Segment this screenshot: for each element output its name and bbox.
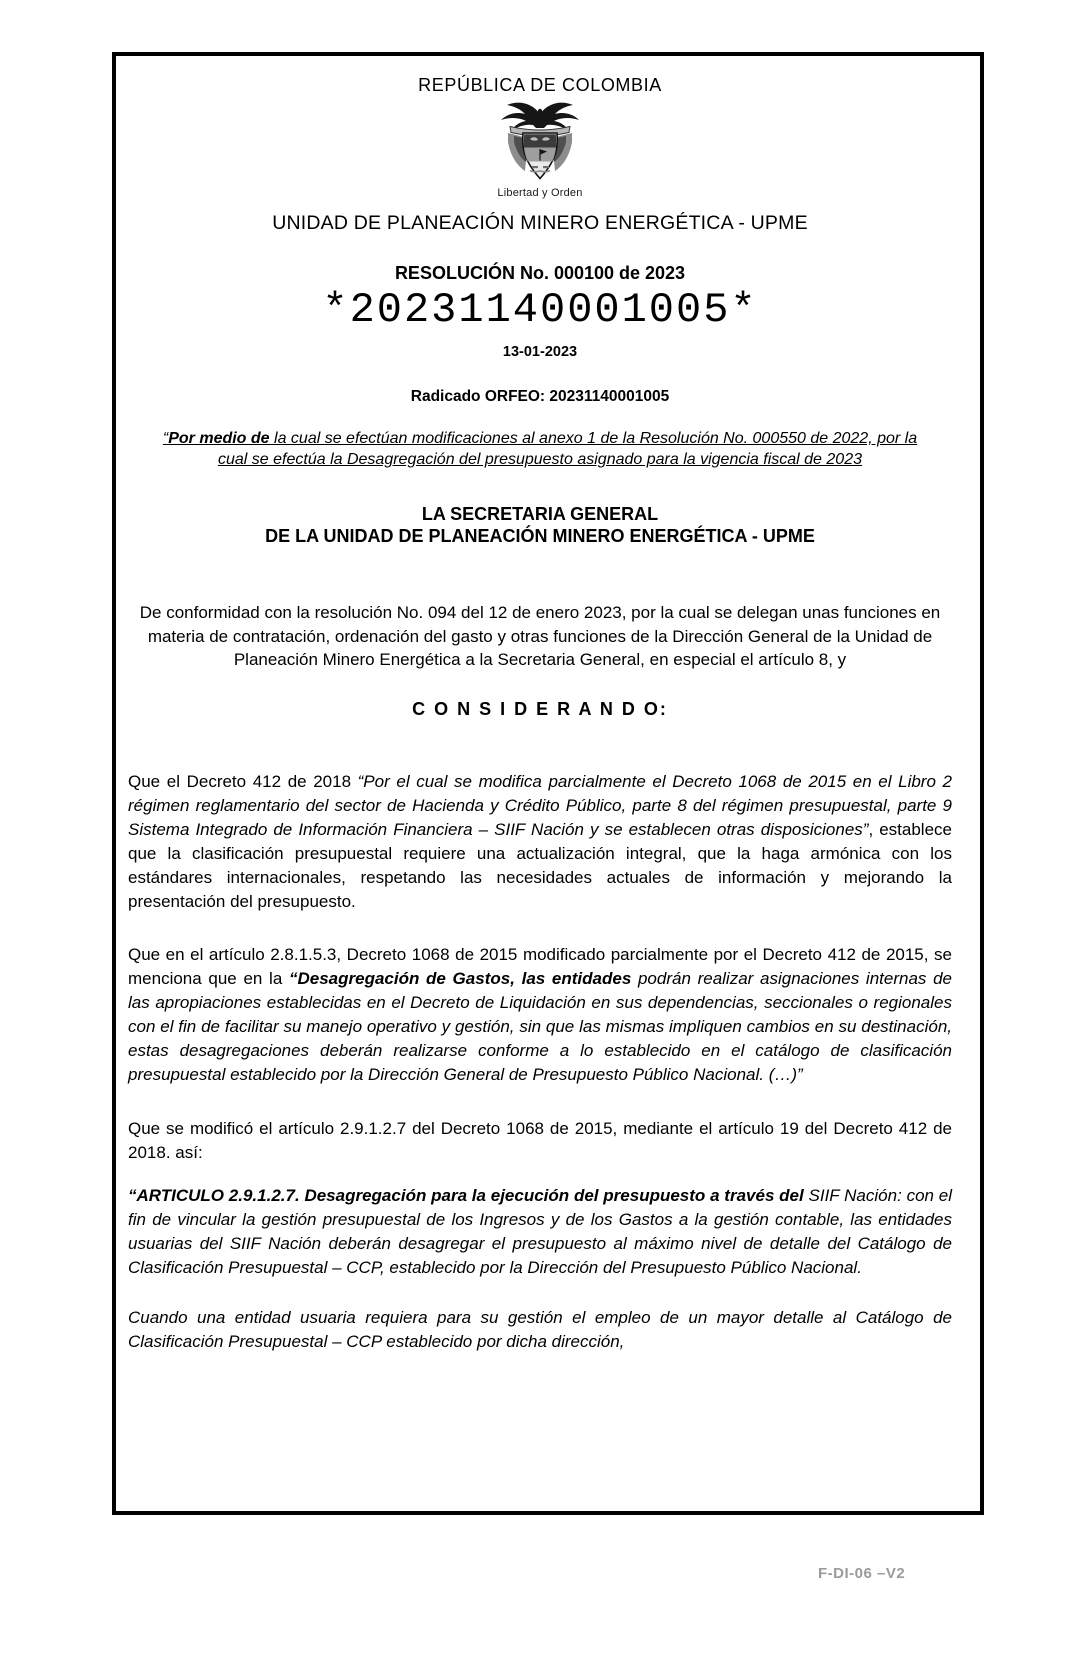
coat-of-arms-image (492, 99, 588, 183)
text-segment: “Por el cual se modifica parcialmente el Decreto 1068 de 2015 en el Libro 2 régimen reglamentario del sector de Hacienda y Crédito Público, parte 8 del régimen presupuestal, parte 9 Sistema Integrado de Información Financiera – SIIF Nación y se establecen otras disposiciones” (128, 771, 952, 839)
resolution-date: 13-01-2023 (502, 344, 578, 360)
text-segment: Que se modificó el artículo 2.9.1.2.7 del Decreto 1068 de 2015, mediante el artículo 19 del Decreto 412 de 2018. así: (128, 1118, 952, 1162)
republic-title: REPÚBLICA DE COLOMBIA (418, 75, 662, 95)
paragraph-articulo-29127-texto (128, 1184, 952, 1280)
resolution-title: RESOLUCIÓN No. 000100 de 2023 (394, 263, 686, 283)
radicado-barcode-number: *20231140001005* (322, 286, 758, 334)
coat-of-arms (128, 99, 952, 200)
preamble-paragraph: De conformidad con la resolución No. 094 del 12 de enero 2023, por la cual se delegan unas funciones en materia de contratación, ordenación del gasto y otras funciones de la Dirección General de la Unidad de Planeación Minero Energética a la Secretaria General, en especial el artículo 8, y (139, 603, 941, 669)
subject-quote (154, 428, 926, 470)
entity-title: UNIDAD DE PLANEACIÓN MINERO ENERGÉTICA - UPME (272, 212, 808, 234)
text-segment: , establece que la clasificación presupuestal requiere una actualización integral, que la haga armónica con los estándares internacionales, respetando las necesidades actuales de información y mejorando la presentación del presupuesto. (128, 819, 952, 911)
issuer-line-2: DE LA UNIDAD DE PLANEACIÓN MINERO ENERGÉTICA - UPME (265, 526, 815, 546)
text-segment: “Desagregación de Gastos, las entidades (288, 968, 632, 988)
text-segment: “ (162, 430, 169, 447)
text-segment: Que en el artículo 2.8.1.5.3, Decreto 1068 de 2015 modificado parcialmente por el Decreto 412 de 2015, se menciona que en la (128, 944, 952, 988)
text-segment: la cual se efectúan modificaciones al anexo 1 de la Resolución No. 000550 de 2022, por la cual se efectúa la Desagregación del presupuesto asignado para la vigencia fiscal de 2023 (218, 430, 918, 468)
footer-form-code: F-DI-06 –V2 (818, 1565, 906, 1582)
document-border-box (112, 52, 984, 1515)
paragraph-decreto-412-2018 (128, 770, 952, 914)
text-segment: Cuando una entidad usuaria requiera para su gestión el empleo de un mayor detalle al Catálogo de Clasificación Presupuestal – CCP establecido por dicha dirección, (128, 1307, 952, 1351)
text-segment: Que el Decreto 412 de 2018 (128, 771, 358, 791)
text-segment: podrán realizar asignaciones internas de las apropiaciones establecidas en el Decreto de Liquidación en sus dependencias, seccionales o regionales con el fin de facilitar su manejo operativo y gestión, sin que las mismas impliquen cambios en su destinación, estas desagregaciones deberán realizarse conforme a lo establecido en el catálogo de clasificación presupuestal establecido por la Dirección General de Presupuesto Público Nacional. (…)” (128, 968, 953, 1084)
considering-heading: C O N S I D E R A N D O: (412, 698, 668, 719)
text-segment: SIIF Nación: con el fin de vincular la gestión presupuestal de los Ingresos y de los Gastos a la gestión contable, las entidades usuarias del SIIF Nación deberán desagregar el presupuesto al máximo nivel de detalle del Catálogo de Clasificación Presupuestal – CCP, establecido por la Dirección del Presupuesto Público Nacional. (128, 1185, 952, 1277)
paragraph-modificacion-29127 (128, 1117, 952, 1165)
paragraph-articulo-28153 (128, 943, 952, 1087)
issuer-line-1: LA SECRETARIA GENERAL (421, 504, 659, 524)
radicado-orfeo-line: Radicado ORFEO: 20231140001005 (410, 388, 670, 405)
text-segment: Por medio de (168, 430, 275, 447)
text-segment: “ARTICULO 2.9.1.2.7. Desagregación para la ejecución del presupuesto a través del (128, 1185, 809, 1205)
coat-of-arms-motto: Libertad y Orden (497, 187, 583, 199)
paragraph-cuando-entidad (128, 1306, 952, 1354)
